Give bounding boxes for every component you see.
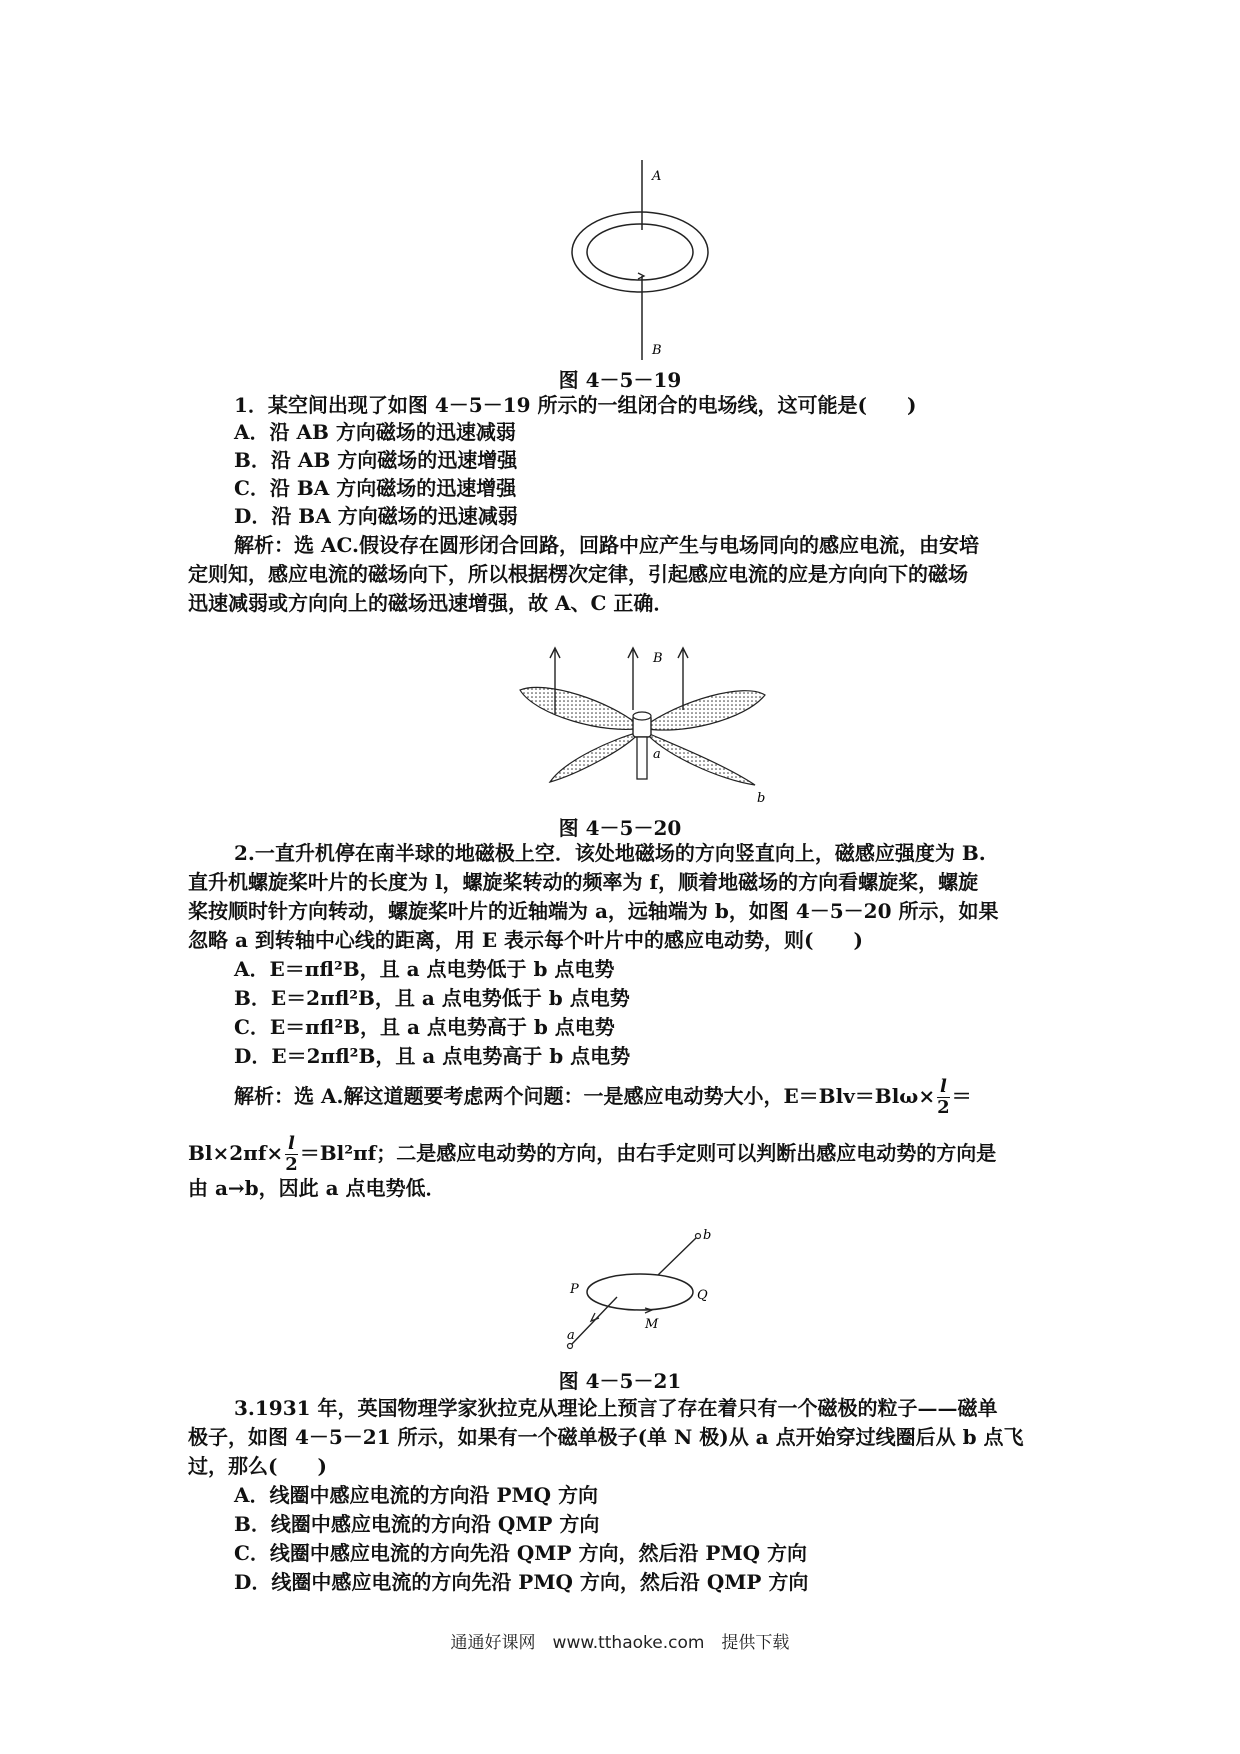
- q2-analysis-line3: 由 a→b，因此 a 点电势低．: [188, 1176, 446, 1200]
- q3-stem-line3: 过，那么( ): [188, 1454, 327, 1478]
- label-A: A: [652, 169, 662, 184]
- figure-caption-4-5-21: 图 4－5－21: [558, 1369, 682, 1393]
- q3-stem-line1: 3.1931 年，英国物理学家狄拉克从理论上预言了存在着只有一个磁极的粒子——磁单: [234, 1396, 998, 1420]
- q2-option-a: A．E＝πfl²B，且 a 点电势低于 b 点电势: [234, 957, 615, 981]
- q3-option-a: A．线圈中感应电流的方向沿 PMQ 方向: [234, 1483, 599, 1507]
- q2-option-b: B．E＝2πfl²B，且 a 点电势低于 b 点电势: [234, 986, 630, 1010]
- label-P: P: [570, 1282, 579, 1297]
- fraction-l-over-2-second: $\frac{l}{2}$: [285, 1133, 298, 1175]
- label-B-field: B: [653, 651, 663, 666]
- label-M: M: [645, 1317, 659, 1332]
- figure-helicopter-rotor: [515, 640, 785, 805]
- label-B: B: [652, 343, 662, 358]
- label-b-far: b: [757, 791, 766, 805]
- label-b-end: b: [703, 1228, 712, 1243]
- q1-option-a: A．沿 AB 方向磁场的迅速减弱: [234, 420, 516, 444]
- q1-stem: 1．某空间出现了如图 4－5－19 所示的一组闭合的电场线，这可能是( ): [234, 393, 917, 417]
- q2-stem-line4: 忽略 a 到转轴中心线的距离，用 E 表示每个叶片中的感应电动势，则( ): [188, 928, 863, 952]
- figure-closed-field-lines: [520, 160, 720, 360]
- q2-option-d: D．E＝2πfl²B，且 a 点电势高于 b 点电势: [234, 1044, 631, 1068]
- q2-analysis-line1: [234, 1078, 972, 1117]
- q1-option-b: B．沿 AB 方向磁场的迅速增强: [234, 448, 518, 472]
- q3-option-c: C．线圈中感应电流的方向先沿 QMP 方向，然后沿 PMQ 方向: [234, 1541, 807, 1565]
- fraction-l-over-2: $\frac{l}{2}$: [937, 1076, 950, 1118]
- q1-analysis-line1: 解析：选 AC.假设存在圆形闭合回路，回路中应产生与电场同向的感应电流，由安培: [234, 533, 980, 557]
- figure-monopole-coil: [555, 1225, 730, 1355]
- q2-stem-line3: 桨按顺时针方向转动，螺旋桨叶片的近轴端为 a，远轴端为 b，如图 4－5－20 所示，如果: [188, 899, 999, 923]
- q1-analysis-line2: 定则知，感应电流的磁场向下，所以根据楞次定律，引起感应电流的应是方向向下的磁场: [188, 562, 968, 586]
- figure-caption-4-5-20: 图 4－5－20: [558, 816, 682, 840]
- label-a-start: a: [567, 1328, 575, 1343]
- q2-analysis-text2b: ＝Bl²πf；二是感应电动势的方向，由右手定则可以判断出感应电动势的方向是: [299, 1141, 997, 1165]
- q2-stem-line2: 直升机螺旋桨叶片的长度为 l，螺旋桨转动的频率为 f，顺着地磁场的方向看螺旋桨，螺旋: [188, 870, 979, 894]
- label-a-near: a: [653, 747, 661, 762]
- footer-source: 通通好课网 www.tthaoke.com 提供下载: [450, 1633, 790, 1653]
- q2-analysis-text2a: Bl×2πf×: [188, 1141, 284, 1165]
- figure-caption-4-5-19: 图 4－5－19: [558, 368, 682, 392]
- q3-option-d: D．线圈中感应电流的方向先沿 PMQ 方向，然后沿 QMP 方向: [234, 1570, 809, 1594]
- q2-analysis-line2: [188, 1135, 996, 1174]
- q1-option-d: D．沿 BA 方向磁场的迅速减弱: [234, 504, 518, 528]
- q3-option-b: B．线圈中感应电流的方向沿 QMP 方向: [234, 1512, 600, 1536]
- label-Q: Q: [697, 1288, 708, 1303]
- q1-analysis-line3: 迅速减弱或方向向上的磁场迅速增强，故 A、C 正确．: [188, 591, 674, 615]
- q3-stem-line2: 极子，如图 4－5－21 所示，如果有一个磁单极子(单 N 极)从 a 点开始穿过线圈后从 b 点飞: [188, 1425, 1024, 1449]
- q2-stem-line1: 2.一直升机停在南半球的地磁极上空．该处地磁场的方向竖直向上，磁感应强度为 B.: [234, 841, 986, 865]
- q1-option-c: C．沿 BA 方向磁场的迅速增强: [234, 476, 517, 500]
- q2-analysis-text1: 解析：选 A.解这道题要考虑两个问题：一是感应电动势大小，E＝Blv＝Blω×: [234, 1084, 936, 1108]
- q2-analysis-eq: ＝: [951, 1084, 972, 1108]
- q2-option-c: C．E＝πfl²B，且 a 点电势高于 b 点电势: [234, 1015, 615, 1039]
